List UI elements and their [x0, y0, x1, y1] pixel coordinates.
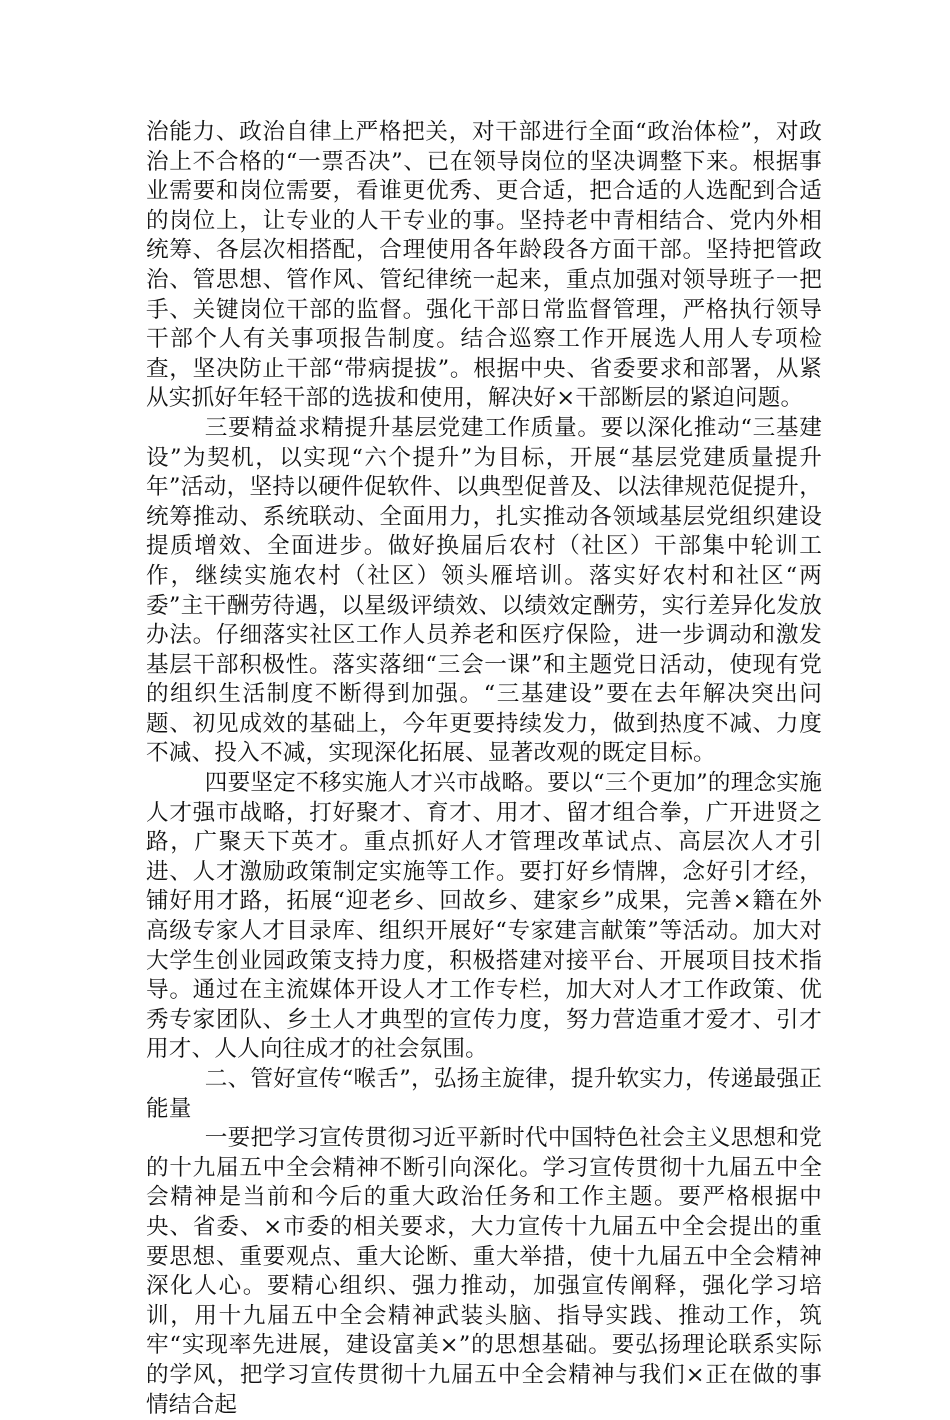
- body-paragraph-1: 治能力、政治自律上严格把关，对干部进行全面“政治体检”，对政治上不合格的“一票否决”、已在领导岗位的坚决调整下来。根据事业需要和岗位需要，看谁更优秀、更合适，把合适的人选配到合适的岗位上，让专业的人干专业的事。坚持老中青相结合、党内外相统筹、各层次相搭配，合理使用各年龄段各方面干部。坚持把管政治、管思想、管作风、管纪律统一起来，重点加强对领导班子一把手、关键岗位干部的监督。强化干部日常监督管理，严格执行领导干部个人有关事项报告制度。结合巡察工作开展选人用人专项检查，坚决防止干部“带病提拔”。根据中央、省委要求和部署，从紧从实抓好年轻干部的选拔和使用，解决好×干部断层的紧迫问题。: [146, 119, 822, 412]
- body-paragraph-2: 三要精益求精提升基层党建工作质量。要以深化推动“三基建设”为契机，以实现“六个提升”为目标，开展“基层党建质量提升年”活动，坚持以硬件促软件、以典型促普及、以法律规范促提升，统筹推动、系统联动、全面用力，扎实推动各领域基层党组织建设提质增效、全面进步。做好换届后农村（社区）干部集中轮训工作，继续实施农村（社区）领头雁培训。落实好农村和社区“两委”主干酬劳待遇，以星级评绩效、以绩效定酬劳，实行差异化发放办法。仔细落实社区工作人员养老和医疗保险，进一步调动和激发基层干部积极性。落实落细“三会一课”和主题党日活动，使现有党的组织生活制度不断得到加强。“三基建设”要在去年解决突出问题、初见成效的基础上，今年更要持续发力，做到热度不减、力度不减、投入不减，实现深化拓展、显著改观的既定目标。: [146, 414, 822, 767]
- body-paragraph-3: 四要坚定不移实施人才兴市战略。要以“三个更加”的理念实施人才强市战略，打好聚才、育才、用才、留才组合拳，广开进贤之路，广聚天下英才。重点抓好人才管理改革试点、高层次人才引进、人才激励政策制定实施等工作。要打好乡情牌，念好引才经，铺好用才路，拓展“迎老乡、回故乡、建家乡”成果，完善×籍在外高级专家人才目录库、组织开展好“专家建言献策”等活动。加大对大学生创业园政策支持力度，积极搭建对接平台、开展项目技术指导。通过在主流媒体开设人才工作专栏，加大对人才工作政策、优秀专家团队、乡土人才典型的宣传力度，努力营造重才爱才、引才用才、人人向往成才的社会氛围。: [146, 770, 822, 1063]
- document-page: [146, 118, 822, 1420]
- body-paragraph-4: 一要把学习宣传贯彻习近平新时代中国特色社会主义思想和党的十九届五中全会精神不断引向深化。学习宣传贯彻十九届五中全会精神是当前和今后的重大政治任务和工作主题。要严格根据中央、省委、×市委的相关要求，大力宣传十九届五中全会提出的重要思想、重要观点、重大论断、重大举措，使十九届五中全会精神深化人心。要精心组织、强力推动，加强宣传阐释，强化学习培训，用十九届五中全会精神武装头脑、指导实践、推动工作，筑牢“实现率先进展，建设富美×”的思想基础。要弘扬理论联系实际的学风，把学习宣传贯彻十九届五中全会精神与我们×正在做的事情结合起: [146, 1125, 822, 1418]
- section-heading: 二、管好宣传“喉舌”，弘扬主旋律，提升软实力，传递最强正能量: [146, 1066, 822, 1122]
